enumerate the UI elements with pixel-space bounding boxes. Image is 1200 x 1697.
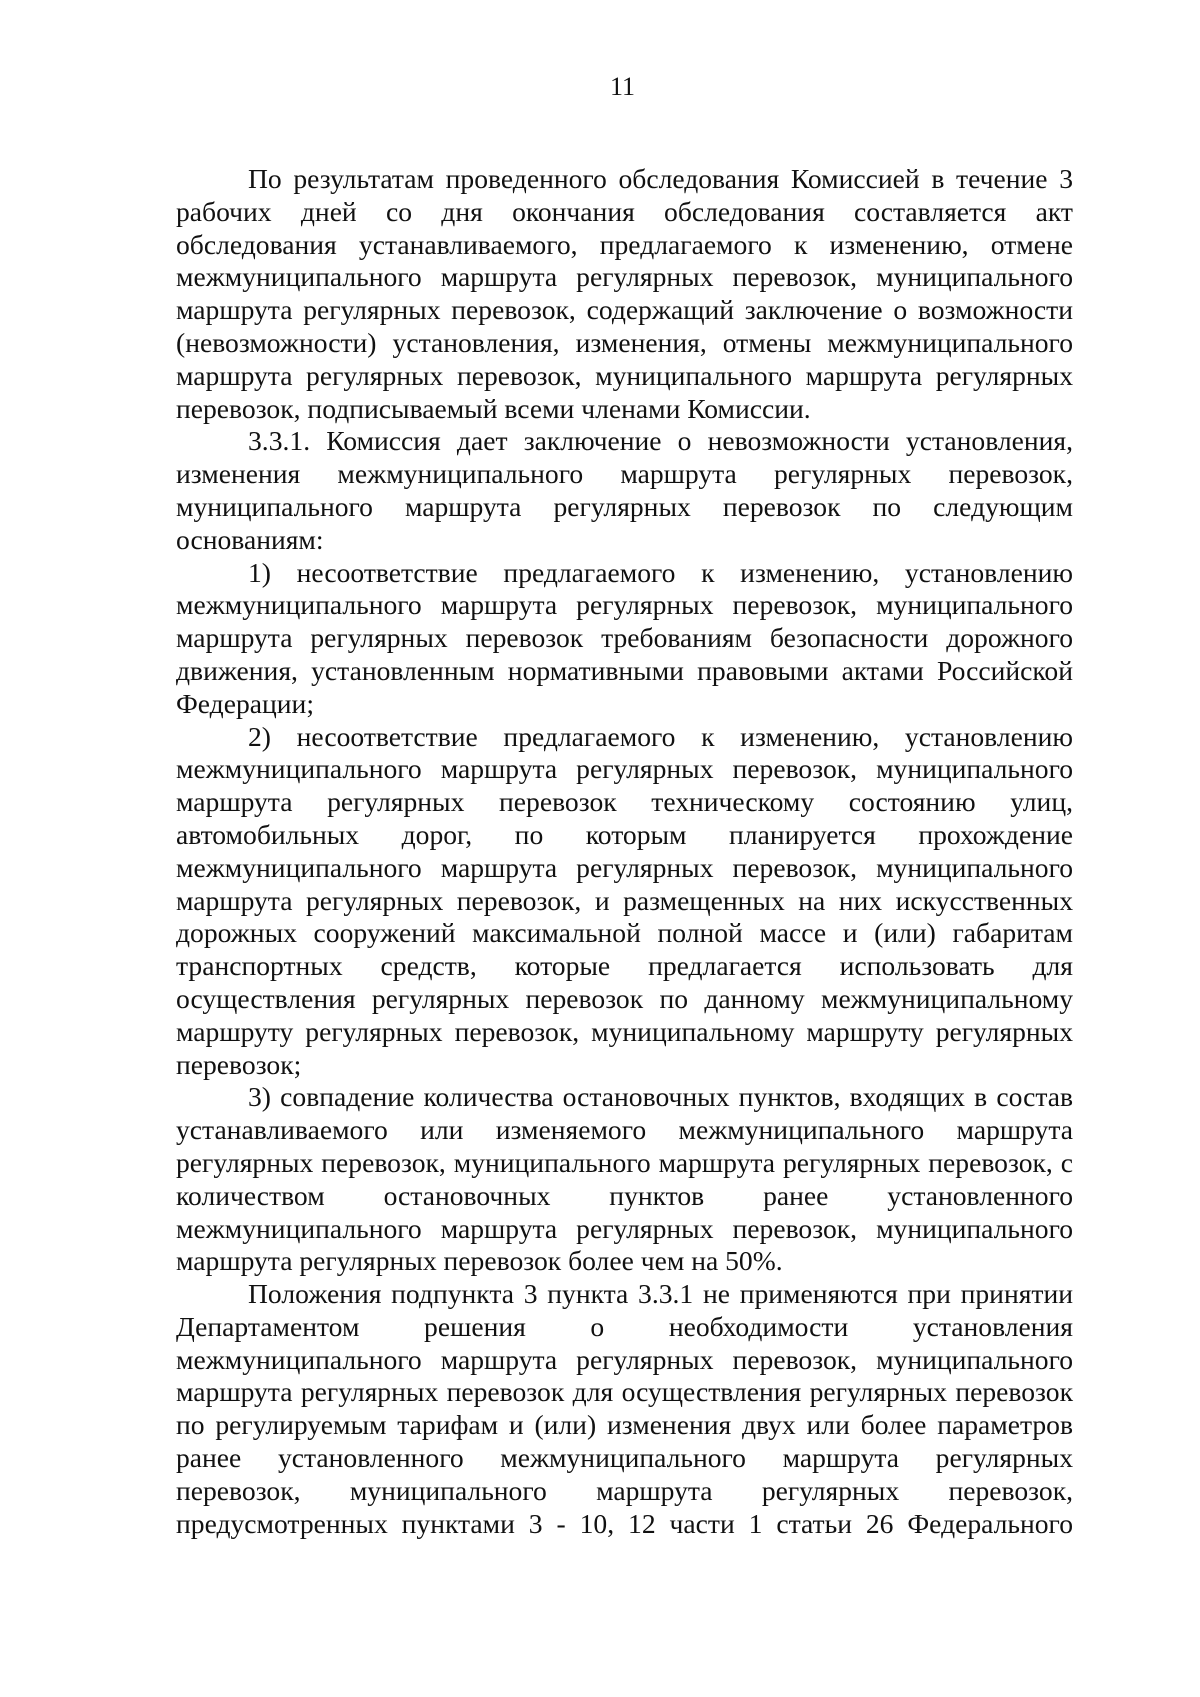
paragraph-item-3: 3) совпадение количества остановочных пунктов, входящих в состав устанавливаемого или изменяемого межмуниципального маршрута регулярных перевозок, муниципального маршрута регулярных перевозок, с количеством остановочных пунктов ранее установленного межмуниципального маршрута регулярных перевозок, муниципального маршрута регулярных перевозок более чем на 50%. xyxy=(176,1081,1073,1277)
paragraph-item-1: 1) несоответствие предлагаемого к изменению, установлению межмуниципального маршрута регулярных перевозок, муниципального маршрута регулярных перевозок требованиям безопасности дорожного движения, установленным нормативными правовыми актами Российской Федерации; xyxy=(176,556,1073,719)
paragraph-item-2: 2) несоответствие предлагаемого к изменению, установлению межмуниципального маршрута регулярных перевозок, муниципального маршрута регулярных перевозок техническому состоянию улиц, автомобильных дорог, по которым планируется прохождение межмуниципального маршрута регулярных перевозок, муниципального маршрута регулярных перевозок, и размещенных на них искусственных дорожных сооружений максимальной полной массе и (или) габаритам транспортных средств, которые предлагается использовать для осуществления регулярных перевозок по данному межмуниципальному маршруту регулярных перевозок, муниципальному маршруту регулярных перевозок; xyxy=(176,720,1073,1080)
page-number: 11 xyxy=(609,72,636,101)
paragraph-3-3-1: 3.3.1. Комиссия дает заключение о невозможности установления, изменения межмуниципального маршрута регулярных перевозок, муниципального маршрута регулярных перевозок по следующим основаниям: xyxy=(176,425,1073,555)
paragraph-provisions: Положения подпункта 3 пункта 3.3.1 не применяются при принятии Департаментом решения о необходимости установления межмуниципального маршрута регулярных перевозок, муниципального маршрута регулярных перевозок для осуществления регулярных перевозок по регулируемым тарифам и (или) изменения двух или более параметров ранее установленного межмуниципального маршрута регулярных перевозок, муниципального маршрута регулярных перевозок, предусмотренных пунктами 3 - 10, 12 части 1 статьи 26 Федерального xyxy=(176,1278,1073,1539)
paragraph-commission-act: По результатам проведенного обследования Комиссией в течение 3 рабочих дней со дня окончания обследования составляется акт обследования устанавливаемого, предлагаемого к изменению, отмене межмуниципального маршрута регулярных перевозок, муниципального маршрута регулярных перевозок, содержащий заключение о возможности (невозможности) установления, изменения, отмены межмуниципального маршрута регулярных перевозок, муниципального маршрута регулярных перевозок, подписываемый всеми членами Комиссии. xyxy=(176,163,1073,424)
document-body xyxy=(176,163,1073,1540)
